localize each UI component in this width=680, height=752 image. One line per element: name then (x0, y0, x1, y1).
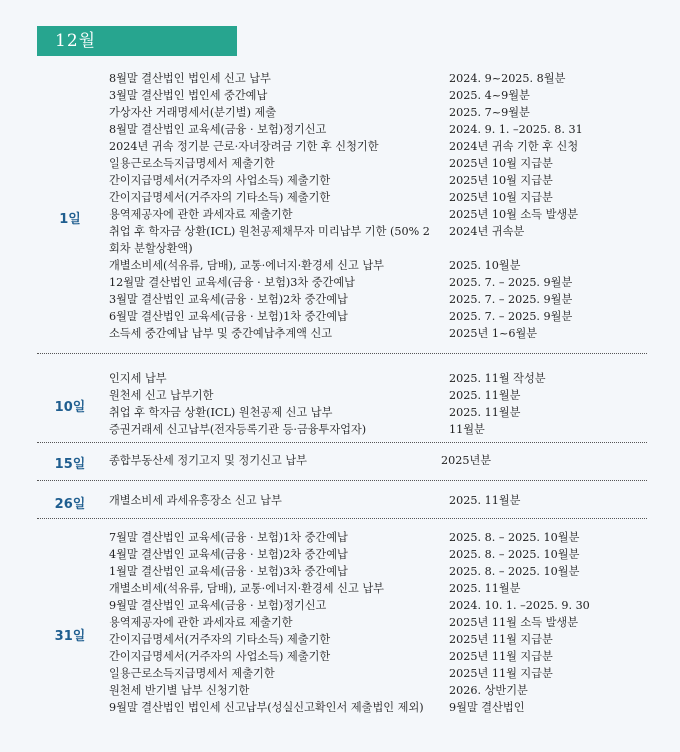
schedule-period: 2025. 7~9월분 (449, 106, 530, 119)
schedule-period: 2026. 상반기분 (449, 684, 528, 697)
schedule-description: 증권거래세 신고납부(전자등록기관 등·금융투자업자) (109, 423, 367, 436)
schedule-description: 2024년 귀속 정기분 근로·자녀장려금 기한 후 신청기한 (109, 140, 379, 153)
schedule-description: 일용근로소득지급명세서 제출기한 (109, 667, 275, 680)
schedule-description: 취업 후 학자금 상환(ICL) 원천공제 신고 납부 (109, 406, 333, 419)
schedule-description: 4월말 결산법인 교육세(금융 · 보험)2차 중간예납 (109, 548, 348, 561)
day-label: 1일 (59, 212, 81, 227)
schedule-period: 2025년 10월 지급분 (449, 191, 553, 204)
schedule-row (109, 189, 647, 206)
schedule-description: 용역제공자에 관한 과세자료 제출기한 (109, 208, 293, 221)
schedule-description: 일용근로소득지급명세서 제출기한 (109, 157, 275, 170)
schedule-description: 인지세 납부 (109, 372, 167, 385)
day-label: 26일 (54, 497, 86, 512)
schedule-row (109, 699, 647, 733)
schedule-period: 2024. 10. 1. –2025. 9. 30 (449, 599, 590, 612)
schedule-period: 2025. 7. – 2025. 9월분 (449, 276, 573, 289)
schedule-description: 12월말 결산법인 교육세(금융 · 보험)3차 중간예납 (109, 276, 355, 289)
schedule-row (109, 387, 647, 404)
schedule-period: 2025년 10월 소득 발생분 (449, 208, 579, 221)
schedule-row (109, 452, 647, 469)
schedule-description: 간이지급명세서(거주자의 사업소득) 제출기한 (109, 174, 331, 187)
schedule-row (109, 665, 647, 682)
schedule-row (109, 492, 647, 509)
schedule-row (109, 291, 647, 308)
schedule-row (109, 104, 647, 121)
schedule-period: 2025. 11월분 (449, 494, 521, 507)
schedule-description: 종합부동산세 정기고지 및 정기신고 납부 (109, 454, 307, 467)
schedule-description: 8월말 결산법인 법인세 신고 납부 (109, 72, 271, 85)
schedule-period: 11월분 (449, 423, 485, 436)
schedule-description: 3월말 결산법인 교육세(금융 · 보험)2차 중간예납 (109, 293, 348, 306)
schedule-row (109, 172, 647, 189)
schedule-row (109, 546, 647, 563)
schedule-period: 2025. 10월분 (449, 259, 521, 272)
schedule-period: 2025년 10월 지급분 (449, 174, 553, 187)
schedule-period: 2024. 9~2025. 8월분 (449, 72, 566, 85)
schedule-period: 2025년분 (441, 454, 492, 467)
schedule-description: 8월말 결산법인 교육세(금융 · 보험)정기신고 (109, 123, 327, 136)
day-label: 31일 (54, 629, 86, 644)
schedule-row (109, 404, 647, 421)
schedule-description: 개별소비세 과세유흥장소 신고 납부 (109, 494, 282, 507)
schedule-row (109, 155, 647, 172)
schedule-period: 2024년 귀속 기한 후 신청 (449, 140, 579, 153)
schedule-row (109, 274, 647, 291)
day-label: 15일 (54, 457, 86, 472)
schedule-row (109, 223, 647, 257)
schedule-period: 2025. 11월 작성분 (449, 372, 546, 385)
schedule-period: 2025. 11월분 (449, 389, 521, 402)
schedule-description: 3월말 결산법인 법인세 중간예납 (109, 89, 268, 102)
schedule-row (109, 308, 647, 325)
schedule-row (109, 682, 647, 699)
schedule-period: 2025. 11월분 (449, 406, 521, 419)
schedule-period: 2025년 11월 지급분 (449, 667, 553, 680)
month-banner: 12월 (37, 26, 237, 56)
schedule-description: 용역제공자에 관한 과세자료 제출기한 (109, 616, 293, 629)
schedule-row (109, 138, 647, 155)
schedule-period: 2025년 10월 지급분 (449, 157, 553, 170)
schedule-row (109, 529, 647, 546)
schedule-period: 2025년 11월 소득 발생분 (449, 616, 579, 629)
schedule-description: 개별소비세(석유류, 담배), 교통·에너지·환경세 신고 납부 (109, 582, 384, 595)
schedule-period: 2024. 9. 1. –2025. 8. 31 (449, 123, 583, 136)
schedule-description: 소득세 중간예납 납부 및 중간예납추계액 신고 (109, 327, 333, 340)
schedule-description: 원천세 신고 납부기한 (109, 389, 214, 402)
schedule-period: 2025. 8. – 2025. 10월분 (449, 548, 580, 561)
schedule-row (109, 648, 647, 665)
schedule-period: 9월말 결산법인 (449, 701, 525, 714)
section-divider (37, 353, 647, 354)
schedule-row (109, 257, 647, 274)
schedule-description: 간이지급명세서(거주자의 사업소득) 제출기한 (109, 650, 331, 663)
schedule-description: 7월말 결산법인 교육세(금융 · 보험)1차 중간예납 (109, 531, 348, 544)
schedule-row (109, 614, 647, 631)
schedule-row (109, 370, 647, 387)
schedule-row (109, 70, 647, 87)
schedule-period: 2025년 1~6월분 (449, 327, 538, 340)
schedule-row (109, 597, 647, 614)
schedule-row (109, 325, 647, 342)
schedule-period: 2025. 8. – 2025. 10월분 (449, 565, 580, 578)
schedule-description: 취업 후 학자금 상환(ICL) 원천공제채무자 미리납부 기한 (50% 2회차 분할상환액) (109, 225, 430, 255)
schedule-description: 9월말 결산법인 교육세(금융 · 보험)정기신고 (109, 599, 327, 612)
schedule-description: 간이지급명세서(거주자의 기타소득) 제출기한 (109, 633, 331, 646)
schedule-period: 2024년 귀속분 (449, 225, 525, 238)
schedule-description: 1월말 결산법인 교육세(금융 · 보험)3차 중간예납 (109, 565, 348, 578)
schedule-row (109, 421, 647, 438)
schedule-description: 개별소비세(석유류, 담배), 교통·에너지·환경세 신고 납부 (109, 259, 384, 272)
schedule-period: 2025. 8. – 2025. 10월분 (449, 531, 580, 544)
schedule-description: 간이지급명세서(거주자의 기타소득) 제출기한 (109, 191, 331, 204)
schedule-row (109, 121, 647, 138)
schedule-row (109, 206, 647, 223)
schedule-period: 2025년 11월 지급분 (449, 650, 553, 663)
schedule-row (109, 563, 647, 580)
schedule-description: 6월말 결산법인 교육세(금융 · 보험)1차 중간예납 (109, 310, 348, 323)
schedule-period: 2025. 7. – 2025. 9월분 (449, 293, 573, 306)
schedule-row (109, 87, 647, 104)
schedule-row (109, 631, 647, 648)
schedule-period: 2025. 7. – 2025. 9월분 (449, 310, 573, 323)
section-divider (37, 442, 647, 443)
section-divider (37, 480, 647, 481)
section-divider (37, 518, 647, 519)
schedule-description: 원천세 반기별 납부 신청기한 (109, 684, 250, 697)
schedule-period: 2025년 11월 지급분 (449, 633, 553, 646)
day-label: 10일 (54, 400, 86, 415)
schedule-description: 가상자산 거래명세서(분기별) 제출 (109, 106, 277, 119)
schedule-period: 2025. 4~9월분 (449, 89, 530, 102)
schedule-period: 2025. 11월분 (449, 582, 521, 595)
schedule-description: 9월말 결산법인 법인세 신고납부(성실신고확인서 제출법인 제외) (109, 701, 424, 714)
schedule-row (109, 580, 647, 597)
